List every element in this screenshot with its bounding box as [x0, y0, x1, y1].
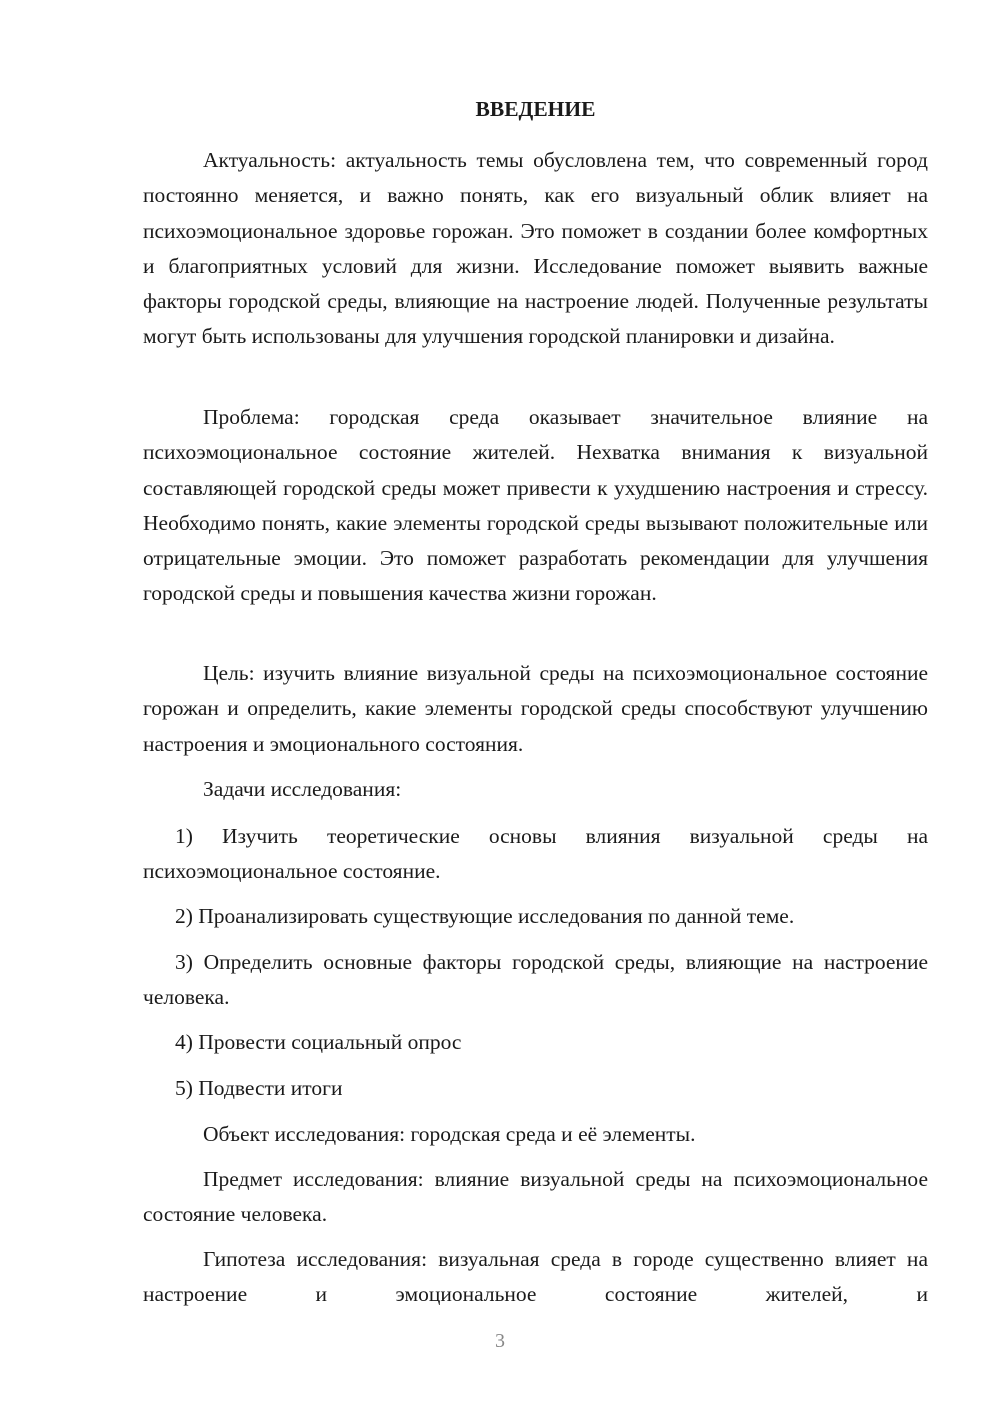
task-item-5: 5) Подвести итоги	[175, 1076, 343, 1100]
paragraph-subject: Предмет исследования: влияние визуальной среды на психоэмоциональное состояние человека.	[143, 1167, 928, 1227]
paragraph-object: Объект исследования: городская среда и её элементы.	[203, 1122, 696, 1146]
task-item-1: 1) Изучить теоретические основы влияния визуальной среды на психоэмоциональное состояние.	[143, 824, 928, 884]
paragraph-goal: Цель: изучить влияние визуальной среды на психоэмоциональное состояние горожан и определить, какие элементы городской среды способствуют улучшению настроения и эмоционального состояния.	[143, 661, 928, 756]
tasks-heading: Задачи исследования:	[203, 777, 402, 801]
page-number: 3	[495, 1330, 505, 1352]
task-item-3: 3) Определить основные факторы городской среды, влияющие на настроение человека.	[143, 950, 928, 1010]
paragraph-problem: Проблема: городская среда оказывает значительное влияние на психоэмоциональное состояние жителей. Нехватка внимания к визуальной составляющей городской среды может привести к ухудшению настроения и стрессу. Необходимо понять, какие элементы городской среды вызывают положительные или отрицательные эмоции. Это поможет разработать рекомендации для улучшения городской среды и повышения качества жизни горожан.	[143, 405, 928, 606]
task-item-4: 4) Провести социальный опрос	[175, 1030, 462, 1054]
section-title: ВВЕДЕНИЕ	[475, 97, 596, 121]
task-item-2: 2) Проанализировать существующие исследования по данной теме.	[175, 904, 795, 928]
paragraph-hypothesis: Гипотеза исследования: визуальная среда в городе существенно влияет на настроение и эмоциональное состояние жителей, и	[143, 1247, 928, 1307]
paragraph-relevance: Актуальность: актуальность темы обусловлена тем, что современный город постоянно меняется, и важно понять, как его визуальный облик влияет на психоэмоциональное здоровье горожан. Это поможет в создании более комфортных и благоприятных условий для жизни. Исследование поможет выявить важные факторы городской среды, влияющие на настроение людей. Полученные результаты могут быть использованы для улучшения городской планировки и дизайна.	[143, 148, 928, 349]
